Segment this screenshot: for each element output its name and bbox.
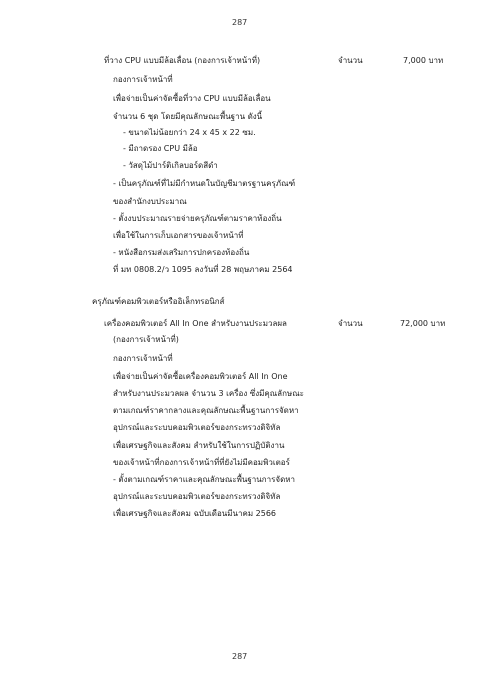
item1-line: - ขนาดไม่น้อยกว่า 24 x 45 x 22 ซม. (123, 128, 256, 137)
item1-line: ที่ มท 0808.2/ว 1095 ลงวันที่ 28 พฤษภาคม 2564 (113, 265, 293, 274)
item2-line: อุปกรณ์และระบบคอมพิวเตอร์ของกระทรวงดิจิทัล (113, 492, 281, 501)
item1-title: ที่วาง CPU แบบมีล้อเลื่อน (กองการเจ้าหน้าที่) (104, 56, 261, 65)
item1-line: - ตั้งงบประมาณรายจ่ายครุภัณฑ์ตามราคาท้องถิ่น (113, 214, 282, 223)
item1-line: กองการเจ้าหน้าที่ (113, 75, 173, 84)
page-number-bottom: 287 (232, 652, 248, 661)
item1-qty-label: จำนวน (338, 56, 363, 65)
item1-line: - วัสดุไม้ปาร์ติเกิลบอร์ดสีดำ (123, 161, 218, 170)
item2-amount: 72,000 บาท (400, 319, 446, 328)
item1-line: - มีถาดรอง CPU มีล้อ (123, 144, 198, 153)
item2-line: เพื่อเศรษฐกิจและสังคม ฉบับเดือนมีนาคม 2566 (113, 509, 277, 518)
item2-title-line2: (กองการเจ้าหน้าที่) (113, 335, 179, 344)
item2-line: - ตั้งตามเกณฑ์ราคาและคุณลักษณะพื้นฐานการจัดหา (113, 475, 296, 484)
item1-line: เพื่อจ่ายเป็นค่าจัดซื้อที่วาง CPU แบบมีล้อเลื่อน (113, 94, 271, 103)
item2-title: เครื่องคอมพิวเตอร์ All In One สำหรับงานประมวลผล (104, 319, 287, 328)
item2-line: ตามเกณฑ์ราคากลางและคุณลักษณะพื้นฐานการจัดหา (113, 406, 299, 415)
item2-line: ของเจ้าหน้าที่กองการเจ้าหน้าที่ที่ยังไม่มีคอมพิวเตอร์ (113, 458, 290, 467)
item1-line: จำนวน 6 ชุด โดยมีคุณลักษณะพื้นฐาน ดังนี้ (113, 112, 263, 121)
item2-line: เพื่อจ่ายเป็นค่าจัดซื้อเครื่องคอมพิวเตอร์ All In One (113, 372, 288, 381)
item2-line: สำหรับงานประมวลผล จำนวน 3 เครื่อง ซึ่งมีคุณลักษณะ (113, 389, 304, 398)
item1-line: - เป็นครุภัณฑ์ที่ไม่มีกำหนดในบัญชีมาตรฐานครุภัณฑ์ (113, 179, 296, 188)
section-heading: ครุภัณฑ์คอมพิวเตอร์หรืออิเล็กทรอนิกส์ (92, 297, 225, 306)
item1-line: เพื่อใช้ในการเก็บเอกสารของเจ้าหน้าที่ (113, 231, 244, 240)
item1-amount: 7,000 บาท (403, 56, 444, 65)
item2-line: เพื่อเศรษฐกิจและสังคม สำหรับใช้ในการปฏิบัติงาน (113, 441, 285, 450)
item2-line: กองการเจ้าหน้าที่ (113, 354, 173, 363)
page-number-top: 287 (232, 18, 248, 27)
item2-line: อุปกรณ์และระบบคอมพิวเตอร์ของกระทรวงดิจิทัล (113, 423, 281, 432)
item1-line: ของสำนักงบประมาณ (113, 197, 187, 206)
item1-line: - หนังสือกรมส่งเสริมการปกครองท้องถิ่น (113, 248, 250, 257)
item2-qty-label: จำนวน (338, 319, 363, 328)
